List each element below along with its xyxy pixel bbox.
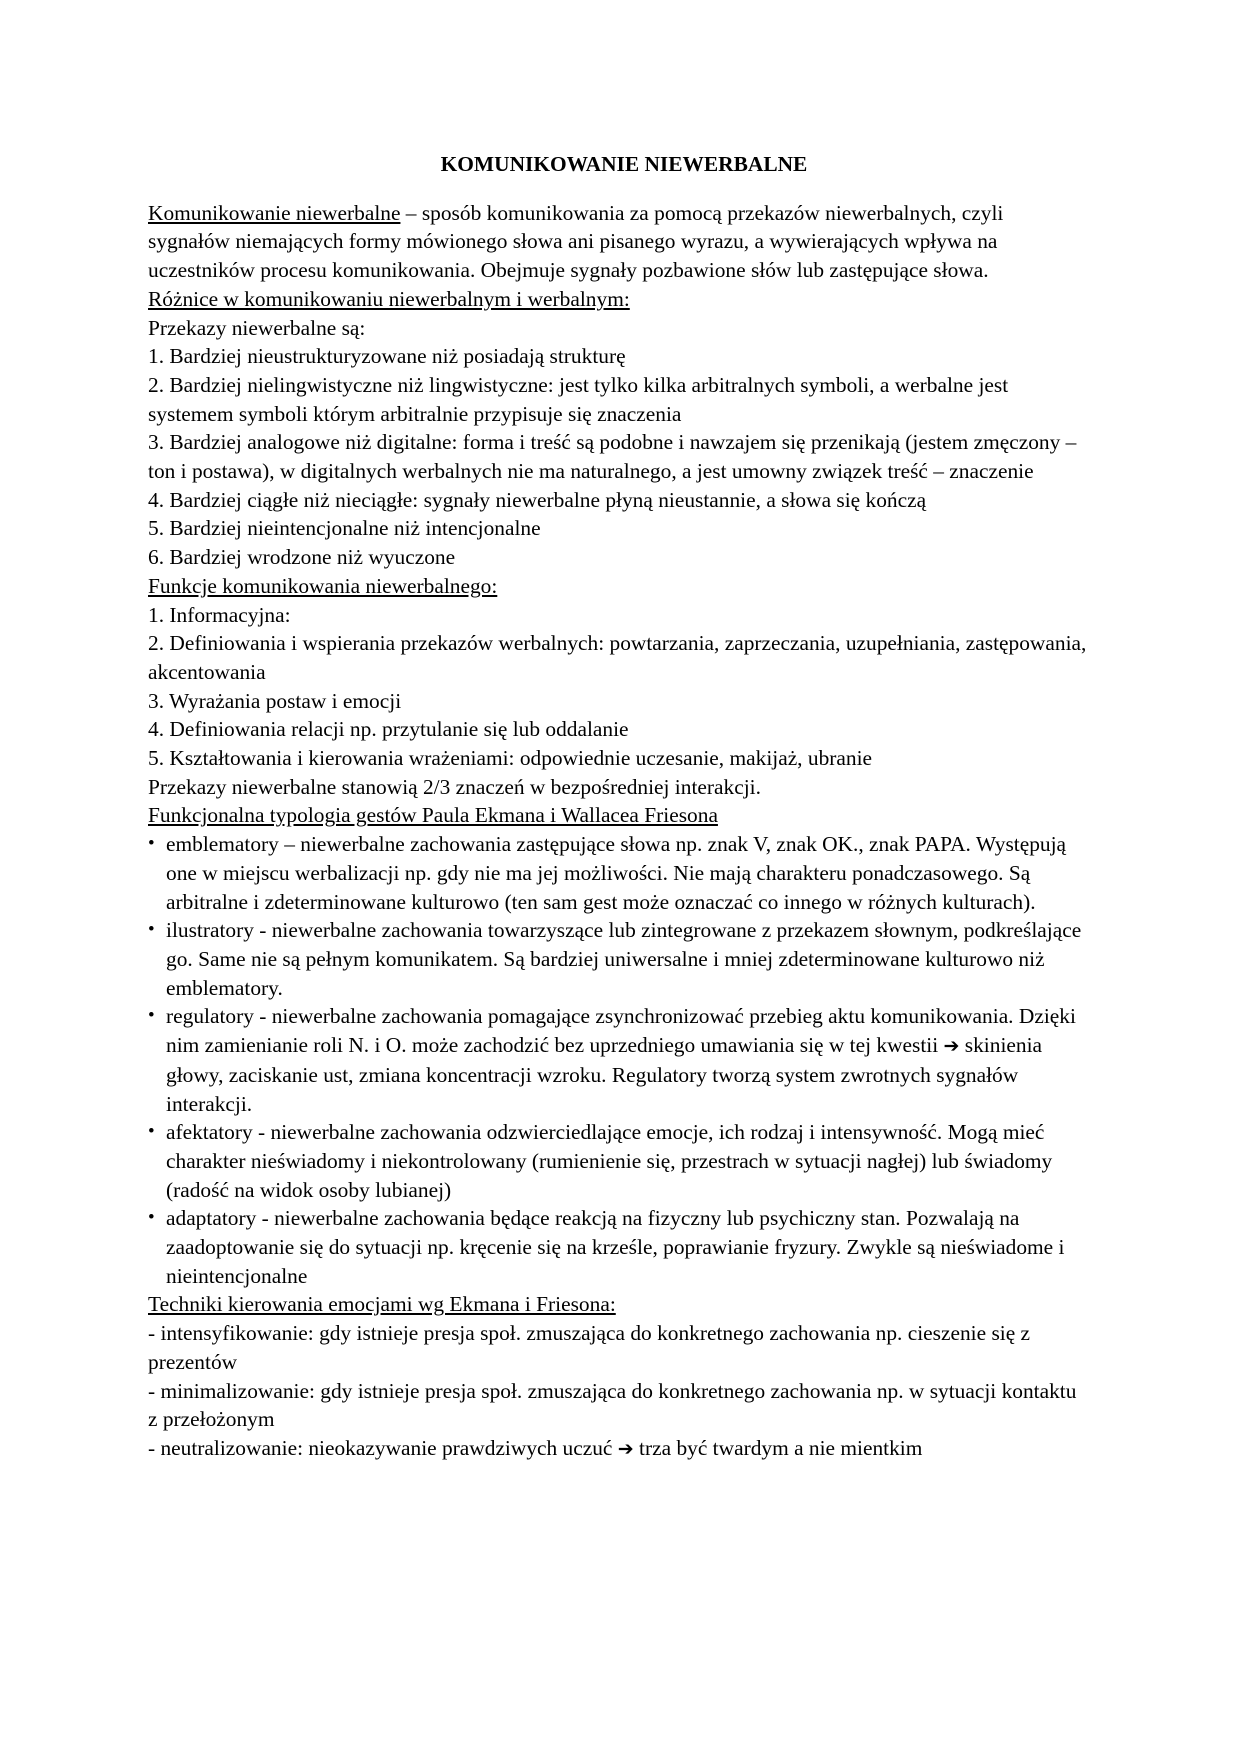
- typology-item-text-continued: skinienia głowy, zaciskanie ust, zmiana koncentracji wzroku. Regulatory tworzą system zwrotnych sygnałów interakcji.: [166, 1033, 1043, 1116]
- typology-item-text: adaptatory - niewerbalne zachowania będące reakcją na fizyczny lub psychiczny stan. Pozwalają na zaadoptowanie się do sytuacji np. kręcenie się na krześle, poprawianie fryzury. Zwykle są nieświadome i nieintencjonalne: [166, 1206, 1065, 1288]
- definition-paragraph: [148, 199, 1088, 285]
- typology-item: [148, 1118, 1088, 1204]
- typology-item-text: emblematory – niewerbalne zachowania zastępujące słowa np. znak V, znak OK., znak PAPA. Występują one w miejscu werbalizacji np. gdy nie ma jej możliwości. Nie mają charakteru ponadczasowego. Są arbitralne i zdeterminowane kulturowo (ten sam gest może oznaczać co innego w różnych kulturach).: [166, 832, 1067, 914]
- techniques-item: [148, 1377, 1088, 1434]
- differences-item: 2. Bardziej nielingwistyczne niż lingwistyczne: jest tylko kilka arbitralnych symboli, a werbalne jest systemem symboli którym arbitralnie przypisuje się znaczenia: [148, 372, 1009, 426]
- techniques-item: [148, 1434, 1088, 1464]
- differences-item: 5. Bardziej nieintencjonalne niż intencjonalne: [148, 516, 541, 541]
- arrow-right-icon: ➔: [617, 1437, 634, 1460]
- definition-text: – sposób komunikowania za pomocą przekazów niewerbalnych, czyli sygnałów niemających formy mówionego słowa ani pisanego wyrazu, a wywierających wpływa na uczestników procesu komunikowania. Obejmuje sygnały pozbawione słów lub zastępujące słowa.: [148, 200, 1004, 283]
- typology-item: [148, 1204, 1088, 1290]
- differences-intro: Przekazy niewerbalne są:: [148, 315, 366, 340]
- typology-heading: Funkcjonalna typologia gestów Paula Ekmana i Wallacea Friesona: [148, 803, 718, 828]
- typology-item: [148, 830, 1088, 916]
- typology-item-text: regulatory - niewerbalne zachowania pomagające zsynchronizować przebieg aktu komunikowania. Dzięki nim zamienianie roli N. i O. może zachodzić bez uprzedniego umawiania się w tej kwestii: [166, 1004, 1076, 1058]
- techniques-item-text: - neutralizowanie: nieokazywanie prawdziwych uczuć: [148, 1435, 618, 1460]
- techniques-heading: Techniki kierowania emocjami wg Ekmana i Friesona:: [148, 1292, 616, 1317]
- techniques-item-text: - minimalizowanie: gdy istnieje presja społ. zmuszająca do konkretnego zachowania np. w sytuacji kontaktu z przełożonym: [148, 1378, 1077, 1432]
- bullet-icon: •: [148, 1121, 155, 1143]
- techniques-item-text-continued: trza być twardym a nie mientkim: [633, 1435, 923, 1460]
- differences-item: 6. Bardziej wrodzone niż wyuczone: [148, 545, 456, 570]
- typology-item-text: ilustratory - niewerbalne zachowania towarzyszące lub zintegrowane z przekazem słownym, podkreślające go. Same nie są pełnym komunikatem. Są bardziej uniwersalne i mniej zdeterminowane kulturowo niż emblematory.: [166, 918, 1082, 1000]
- document-title: KOMUNIKOWANIE NIEWERBALNE: [440, 152, 808, 176]
- typology-item: [148, 916, 1088, 1002]
- arrow-right-icon: ➔: [943, 1035, 960, 1058]
- typology-list: [148, 830, 1088, 1290]
- functions-note: Przekazy niewerbalne stanowią 2/3 znaczeń w bezpośredniej interakcji.: [148, 774, 761, 799]
- definition-term: Komunikowanie niewerbalne: [148, 200, 401, 225]
- differences-item: 3. Bardziej analogowe niż digitalne: forma i treść są podobne i nawzajem się przenikają (jestem zmęczony – ton i postawa), w digitalnych werbalnych nie ma naturalnego, a jest umowny związek treść – znaczenie: [148, 430, 1077, 484]
- techniques-item-text: - intensyfikowanie: gdy istnieje presja społ. zmuszająca do konkretnego zachowania np. cieszenie się z prezentów: [148, 1321, 1031, 1374]
- functions-item: 3. Wyrażania postaw i emocji: [148, 688, 402, 713]
- typology-item: [148, 1002, 1088, 1118]
- differences-item: 1. Bardziej nieustrukturyzowane niż posiadają strukturę: [148, 344, 626, 369]
- differences-heading: Różnice w komunikowaniu niewerbalnym i werbalnym:: [148, 286, 630, 311]
- functions-item: 5. Kształtowania i kierowania wrażeniami: odpowiednie uczesanie, makijaż, ubranie: [148, 746, 873, 771]
- bullet-icon: •: [148, 919, 155, 941]
- typology-item-text: afektatory - niewerbalne zachowania odzwierciedlające emocje, ich rodzaj i intensywność. Mogą mieć charakter nieświadomy i niekontrolowany (rumienienie się, przestrach w sytuacji nagłej) lub świadomy (radość na widok osoby lubianej): [166, 1120, 1053, 1202]
- document-page: [148, 150, 1088, 1464]
- bullet-icon: •: [148, 1207, 155, 1229]
- functions-item: 1. Informacyjna:: [148, 602, 291, 627]
- functions-heading: Funkcje komunikowania niewerbalnego:: [148, 573, 498, 598]
- bullet-icon: •: [148, 833, 155, 855]
- differences-item: 4. Bardziej ciągłe niż nieciągłe: sygnały niewerbalne płyną nieustannie, a słowa się kończą: [148, 487, 927, 512]
- bullet-icon: •: [148, 1005, 155, 1027]
- functions-item: 2. Definiowania i wspierania przekazów werbalnych: powtarzania, zaprzeczania, uzupełniania, zastępowania, akcentowania: [148, 631, 1087, 684]
- functions-item: 4. Definiowania relacji np. przytulanie się lub oddalanie: [148, 717, 629, 742]
- techniques-item: [148, 1319, 1088, 1376]
